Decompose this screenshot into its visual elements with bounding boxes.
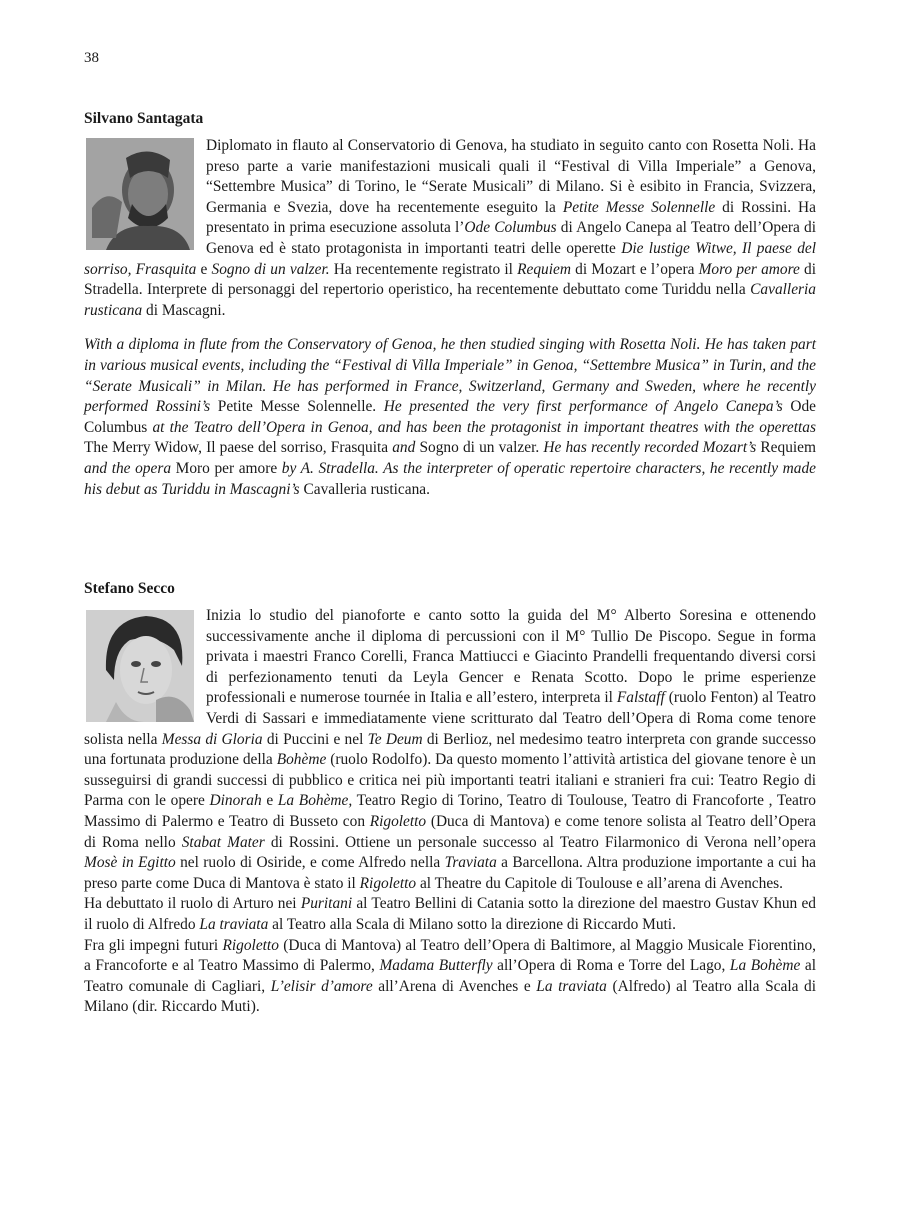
italic-text: Rigoletto: [359, 874, 417, 892]
italic-text: Mosè in Egitto: [84, 854, 176, 872]
italic-text: Te Deum: [367, 730, 423, 748]
text-run: Ode Columbus: [84, 398, 817, 436]
text-run: (ruolo Fenton) al Teatro Verdi di Sassari e immediatamente viene scritturato dal Teatro dell’Opera di Roma come tenore solista nella: [84, 689, 816, 748]
text-run: (Duca di Mantova) e come tenore solista al Teatro dell’Opera di Roma nello: [84, 812, 816, 851]
text-run: al Teatro comunale di Cagliari,: [84, 957, 816, 995]
text-run: di Puccini e nel: [262, 730, 368, 748]
italic-text: Traviata: [444, 854, 497, 872]
text-run: di Angelo Canepa al Teatro dell’Opera di Genova ed è stato protagonista in importanti teatri delle operette: [206, 219, 817, 257]
italic-text: Petite Messe Solennelle: [562, 198, 716, 216]
italic-text: Falstaff: [616, 689, 665, 707]
italic-text: Moro per amore: [698, 260, 800, 278]
text-run: all’Opera di Roma e Torre del Lago,: [492, 957, 730, 975]
text-run: al Teatro Bellini di Catania sotto la direzione del maestro Gustav Khun ed il ruolo di Alfredo: [84, 895, 817, 933]
page-number: 38: [84, 50, 99, 66]
biography-secco: [84, 580, 816, 1018]
italic-text: by A. Stradella. As the interpreter of operatic repertoire characters, he recently made his debut as Turiddu in Mascagni’s: [84, 459, 816, 498]
text-run: di Rossini. Ottiene un personale successo al Teatro Filarmonico di Verona nell’opera: [264, 833, 816, 851]
text-run: (ruolo Rodolfo). Da questo momento l’attività artistica del giovane tenore è un susseguirsi di grandi successi di pubblico e critica nei più importanti teatri italiani e stranieri fra cui: Teatro Regio di Parma con le opere: [84, 751, 816, 810]
portrait-photo: [86, 138, 194, 250]
text-run: Sogno di un valzer.: [419, 439, 540, 457]
italic-text: L’elisir d’amore: [270, 977, 373, 995]
text-run: di Berlioz, nel medesimo teatro interpreta con grande successo una fortunata produzione della: [84, 730, 816, 769]
text-run: all’Arena di Avenches e: [372, 977, 537, 995]
text-run: di Stradella. Interprete di personaggi del repertorio operistico, ha recentemente debuttato come Turiddu nella: [84, 260, 816, 299]
text-run: di Rossini. Ha presentato in prima esecuzione assoluta l’: [206, 198, 817, 237]
italic-text: Puritani: [300, 895, 353, 913]
text-run: di Mascagni.: [142, 301, 226, 319]
italic-text: Rigoletto: [369, 812, 427, 830]
text-run: (Duca di Mantova) al Teatro dell’Opera di Baltimore, al Maggio Musicale Fiorentino, a Francoforte e al Teatro Massimo di Palermo,: [84, 936, 817, 975]
italic-text: Sogno di un valzer.: [211, 260, 330, 278]
text-run: Inizia lo studio del pianoforte e canto sotto la guida del M° Alberto Soresina e ottenendo successivamente anche il diploma di percussioni con il M° Tullio De Piscopo. Segue in forma privata i maestri Franco Corelli, Franca Mattiucci e Giacinto Prandelli frequentando diversi corsi di perfezionamento tenuti da Leyla Gencer e Renata Scotto. Dopo le prime esperienze professionali e numerose tournée in Italia e all’estero, interpreta il: [206, 607, 816, 707]
italic-text: La traviata: [536, 977, 607, 995]
portrait-photo: [86, 608, 194, 724]
text-run: Requiem: [760, 439, 816, 457]
italic-text: Die lustige Witwe, Il paese del sorriso, Frasquita: [84, 239, 816, 278]
text-run: The Merry Widow, Il paese del sorriso, Frasquita: [84, 439, 389, 457]
text-run: Petite Messe Solennelle.: [217, 398, 377, 416]
biography-english: [84, 335, 816, 500]
text-run: Fra gli impegni futuri: [84, 936, 223, 954]
text-run: e: [261, 792, 278, 810]
biography-paragraph: [84, 936, 816, 1018]
text-run: al Theatre du Capitole di Toulouse e all’arena di Avenches.: [416, 874, 783, 892]
text-run: nel ruolo di Osiride, e come Alfredo nella: [175, 854, 445, 872]
italic-text: With a diploma in flute from the Conservatory of Genoa, he then studied singing with Rosetta Noli. He has taken part in various musical events, including the “Festival di Villa Imperiale” in Genoa, “Settembre Musica” in Turin, and the “Serate Musicali” in Milan. He has performed in France, Switzerland, Germany and Sweden, where he recently performed Rossini’s: [84, 336, 816, 416]
italic-text: Cavalleria rusticana: [84, 281, 816, 319]
italic-text: and the opera: [84, 459, 176, 477]
italic-text: Bohème: [276, 751, 327, 769]
italic-text: Ode Columbus: [464, 219, 557, 237]
italic-text: Requiem: [517, 260, 571, 278]
biography-santagata: [84, 110, 816, 500]
text-run: Ha debuttato il ruolo di Arturo nei: [84, 895, 301, 913]
text-run: Moro per amore: [175, 459, 278, 477]
text-run: Teatro Regio di Torino, Teatro di Toulouse, Teatro di Francoforte , Teatro Massimo di Palermo e Teatro di Busseto con: [84, 792, 816, 830]
text-run: di Mozart e l’opera: [570, 260, 699, 278]
italic-text: La Bohème,: [277, 792, 353, 810]
italic-text: and: [388, 439, 420, 457]
italic-text: La traviata: [199, 915, 269, 933]
text-run: (Alfredo) al Teatro alla Scala di Milano (dir. Riccardo Muti).: [84, 977, 816, 1016]
text-run: a Barcellona. Altra produzione importante a cui ha preso parte come Duca di Mantova è stato il: [84, 854, 816, 892]
text-run: al Teatro alla Scala di Milano sotto la direzione di Riccardo Muti.: [268, 915, 676, 933]
italic-text: Messa di Gloria: [161, 730, 263, 748]
italic-text: at the Teatro dell’Opera in Genoa, and has been the protagonist in important theatres with the operettas: [147, 418, 816, 436]
italic-text: Rigoletto: [222, 936, 279, 954]
text-run: Diplomato in flauto al Conservatorio di Genova, ha studiato in seguito canto con Rosetta Noli. Ha preso parte a varie manifestazioni musicali quali il “Festival di Villa Imperiale” a Genova, “Settembre Musica” di Torino, le “Serate Musicali” di Milano. Si è esibito in Francia, Svizzera, Germania e Svezia, dove ha recentemente eseguito la: [206, 137, 816, 216]
text-run: e: [196, 260, 212, 278]
italic-text: Madama Butterfly: [379, 957, 493, 975]
italic-text: He presented the very first performance of Angelo Canepa’s: [376, 398, 791, 416]
italic-text: La Bohème: [729, 957, 801, 975]
italic-text: Dinorah: [209, 792, 262, 810]
text-run: Cavalleria rusticana.: [303, 480, 430, 498]
italic-text: He has recently recorded Mozart’s: [539, 439, 761, 457]
artist-name: Stefano Secco: [84, 580, 175, 597]
italic-text: Stabat Mater: [181, 833, 265, 851]
text-run: Ha recentemente registrato il: [329, 260, 518, 278]
biography-paragraph: [84, 894, 816, 935]
artist-name: Silvano Santagata: [84, 110, 204, 127]
